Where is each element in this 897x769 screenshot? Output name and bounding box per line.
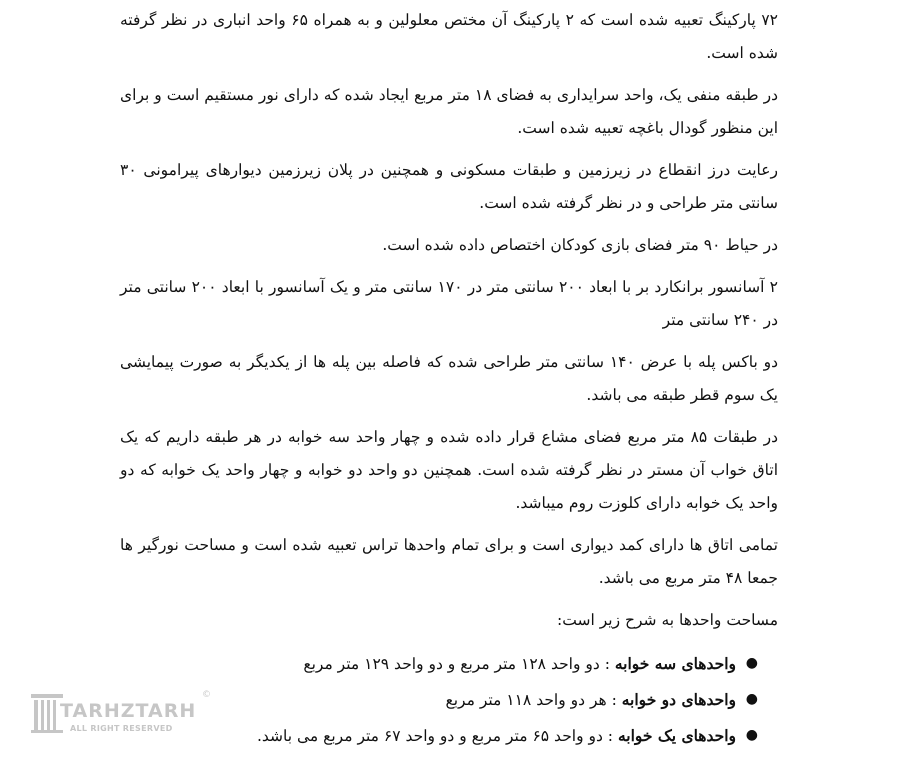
list-item-label: واحدهای دو خوابه — [621, 690, 736, 709]
paragraph-closets-terraces: تمامی اتاق ها دارای کمد دیواری است و برای تمام واحدها تراس تعبیه شده است و مساحت نورگیر ها جمعا ۴۸ متر مربع می باشد. — [120, 536, 778, 587]
unit-areas-list — [120, 646, 778, 754]
list-item — [120, 718, 758, 754]
watermark-registered-mark: © — [202, 690, 211, 700]
paragraph-parking: ۷۲ پارکینگ تعبیه شده است که ۲ پارکینگ آن مختص معلولین و به همراه ۶۵ واحد انباری در نظر گرفته شده است. — [120, 11, 779, 62]
list-item-label: واحدهای سه خوابه — [614, 654, 736, 673]
document-body — [120, 0, 778, 754]
paragraph-stairs: دو باکس پله با عرض ۱۴۰ سانتی متر طراحی شده که فاصله بین پله ها از یکدیگر به صورت پیمایشی یک سوم قطر طبقه می باشد. — [120, 353, 779, 404]
watermark-logo — [30, 690, 211, 746]
columns-logo-icon — [30, 692, 64, 734]
list-item — [120, 682, 758, 718]
bullet-icon: ● — [745, 691, 758, 707]
paragraph-caretaker-unit: در طبقه منفی یک، واحد سرایداری به فضای ۱۸ متر مربع ایجاد شده که دارای نور مستقیم است و برای این منظور گودال باغچه تعبیه شده است. — [120, 86, 778, 137]
paragraph-expansion-joint: رعایت درز انقطاع در زیرزمین و طبقات مسکونی و همچنین در پلان زیرزمین دیوارهای پیرامونی ۳۰ سانتی متر طراحی و در نظر گرفته شده است. — [120, 161, 778, 212]
list-item-text: : دو واحد ۶۵ متر مربع و دو واحد ۶۷ متر مربع می باشد. — [256, 727, 618, 745]
bullet-icon: ● — [745, 655, 758, 671]
paragraph-floor-units: در طبقات ۸۵ متر مربع فضای مشاع قرار داده شده و چهار واحد سه خوابه در هر طبقه داریم که یک اتاق خواب آن مستر در نظر گرفته شده است. همچنین دو واحد دو خوابه و چهار واحد یک خوابه که دو واحد یک خوابه دارای کلوزت روم میباشد. — [120, 428, 778, 512]
bullet-icon: ● — [745, 727, 758, 743]
paragraph-elevators: ۲ آسانسور برانکارد بر با ابعاد ۲۰۰ سانتی متر در ۱۷۰ سانتی متر و یک آسانسور با ابعاد ۲۰۰ سانتی متر در ۲۴۰ سانتی متر — [120, 278, 778, 329]
watermark-subtitle: ALL RIGHT RESERVED — [70, 724, 173, 733]
list-item-text: : هر دو واحد ۱۱۸ متر مربع — [445, 691, 622, 709]
list-item-text: : دو واحد ۱۲۸ متر مربع و دو واحد ۱۲۹ متر مربع — [303, 655, 615, 673]
paragraph-playground: در حیاط ۹۰ متر فضای بازی کودکان اختصاص داده شده است. — [382, 236, 778, 254]
watermark-brand: TARHZTARH — [60, 700, 197, 722]
list-item — [120, 646, 758, 682]
paragraph-unit-areas-intro: مساحت واحدها به شرح زیر است: — [557, 611, 778, 629]
list-item-label: واحدهای یک خوابه — [617, 726, 736, 745]
